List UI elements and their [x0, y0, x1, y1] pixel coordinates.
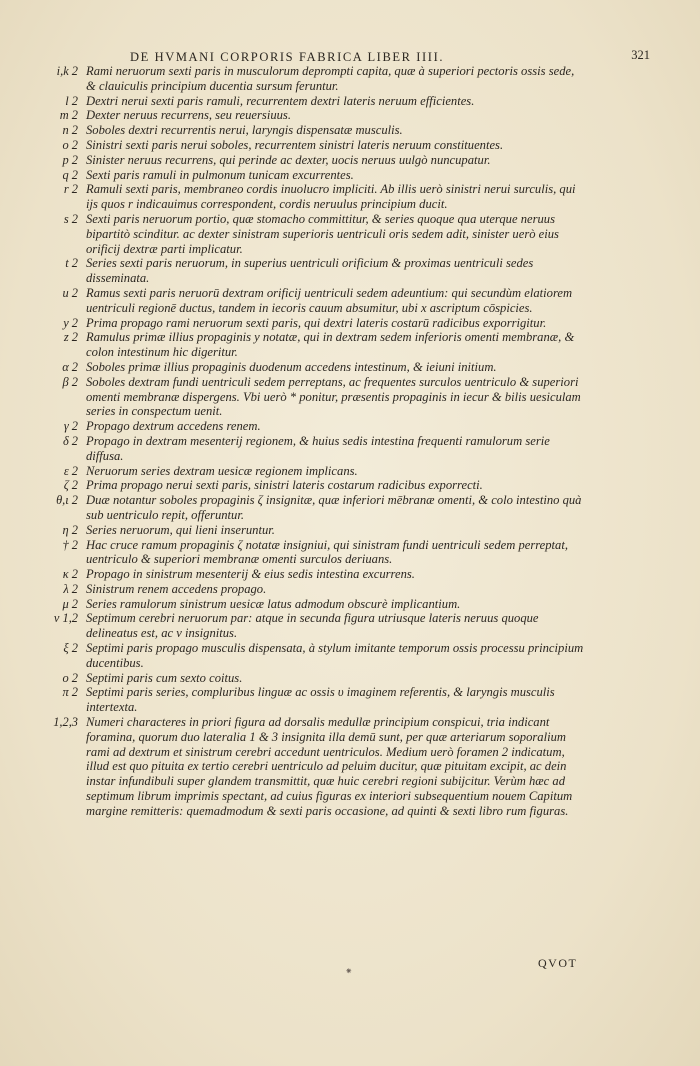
legend-text: Propago in dextram mesenterij regionem, & huius sedis intestina frequenti ramulorum serie diffusa. [86, 433, 550, 463]
legend-text: Neruorum series dextram uesicæ regionem implicans. [86, 463, 358, 478]
legend-key: o 2 [62, 137, 78, 152]
legend-entry [62, 285, 586, 316]
legend-key: η 2 [62, 522, 78, 537]
legend-key: ε 2 [63, 463, 78, 478]
legend-text: Septimum cerebri neruorum par: atque in secunda figura utriusque lateris neruus quoque delineatus est, ac ν insignitus. [86, 611, 539, 641]
legend-entry [62, 123, 586, 138]
running-head: DE HVMANI CORPORIS FABRICA LIBER IIII. [130, 50, 445, 64]
legend-key: λ 2 [63, 581, 78, 596]
legend-entry [62, 567, 586, 582]
legend-entry [62, 670, 586, 686]
legend-text: Series ramulorum sinistrum uesicæ latus admodum obscurè implicantium. [86, 596, 461, 611]
legend-text: Duæ notantur soboles propaginis ζ insignitæ, quæ inferiori mēbranæ omenti, & colo intestino quà sub uentriculo repit, offeruntur. [86, 493, 582, 522]
legend-entry [63, 581, 586, 597]
legend-key: π 2 [62, 685, 78, 700]
page-number: 321 [631, 48, 650, 62]
legend-text: Numeri characteres in priori figura ad dorsalis medullæ principium conspicui, tria indicant foramina, quorum duo lateralia 1 & 3 insignita illa demū sunt, per quæ arteriarum soporalium rami ad dextrum et sinistrum cerebri accedunt uentriculos. Medium uerò foramen 2 indicatum, illud est quo pituita ex tertio cerebri uentriculo ad peluim ducitur, quæ pituitam excipit, ac dein instar infundibuli super glandem transmittit, quæ huic cerebri regioni subijcitur. Verùm hæc ad septimum librum imprimis spectant, ad cuius figuras ex interiori subsequentium nouem Capitum margine remitteris: quemadmodum & sexti paris occasione, ad quinti & sexti libro rum figuras. [86, 715, 573, 818]
catchword: QVOT [538, 956, 578, 970]
legend-entry [62, 359, 586, 375]
legend-text: Ramuli sexti paris, membraneo cordis inuolucro impliciti. Ab illis uerò sinistri nerui surculis, qui ijs quos r indicauimus correspondent, cordis neruulus principium ducit. [86, 182, 576, 212]
legend-entry [62, 433, 586, 464]
legend-entry [62, 522, 586, 538]
legend-key: y 2 [63, 315, 78, 330]
legend-entry [53, 611, 586, 641]
legend-entry [65, 93, 586, 109]
figure-legend-list [0, 64, 700, 819]
legend-text: Hac cruce ramum propaginis ζ notatæ insigniui, qui sinistram fundi uentriculi sedem perreptat, uentriculo & superiori membranæ omenti surculos deriuans. [86, 537, 569, 567]
legend-entry [53, 715, 586, 819]
legend-key: ξ 2 [63, 641, 78, 656]
legend-entry [62, 596, 586, 612]
legend-key: n 2 [62, 123, 78, 138]
legend-key: l 2 [65, 93, 78, 108]
legend-text: Sinister neruus recurrens, qui perinde ac dexter, uocis neruus uulgò nuncupatur. [86, 152, 491, 167]
legend-text: Dexter neruus recurrens, seu reuersiuus. [86, 108, 291, 123]
legend-entry [63, 641, 586, 671]
legend-key: θ,ι 2 [56, 493, 78, 508]
legend-text: Sexti paris ramuli in pulmonum tunicam excurrentes. [86, 167, 354, 182]
legend-entry [56, 493, 586, 523]
legend-text: Propago dextrum accedens renem. [86, 419, 261, 434]
legend-entry [59, 108, 586, 123]
legend-key: z 2 [63, 330, 78, 345]
legend-key: 1,2,3 [53, 715, 78, 730]
legend-key: ο 2 [62, 670, 78, 685]
legend-entry [63, 478, 586, 493]
legend-text: Rami neruorum sexti paris in musculorum deprompti capita, quæ à superiori pectoris ossis sede, & clauiculis principium ducentia sursum feruntur. [86, 64, 575, 93]
legend-text: Septimi paris cum sexto coitus. [86, 670, 243, 685]
legend-key: γ 2 [63, 419, 78, 434]
legend-text: Prima propago nerui sexti paris, sinistri lateris costarum radicibus exporrecti. [86, 478, 483, 493]
legend-key: s 2 [63, 211, 78, 226]
legend-key: t 2 [65, 256, 78, 271]
legend-text: Septimi paris series, compluribus linguæ ac ossis υ imaginem referentis, & laryngis musculis intertexta. [86, 685, 555, 715]
legend-entry [62, 374, 586, 419]
legend-key: ν 1,2 [53, 611, 78, 626]
legend-text: Soboles primæ illius propaginis duodenum accedens intestinum, & ieiuni initium. [86, 359, 497, 374]
legend-entry [56, 64, 586, 94]
legend-entry [63, 315, 586, 331]
legend-text: Sinistrum renem accedens propago. [86, 581, 267, 596]
legend-key: p 2 [62, 152, 78, 167]
legend-text: Prima propago rami neruorum sexti paris, qui dextri lateris costarū radicibus exporrigitur. [86, 315, 547, 330]
legend-key: q 2 [62, 167, 78, 182]
legend-key: i,k 2 [56, 64, 78, 78]
legend-key: μ 2 [62, 596, 78, 611]
legend-text: Ramus sexti paris neruorū dextram orificij uentriculi sedem adeuntium: qui secundùm elatiorem uentriculi regionē ductus, tandem in iecoris cauum absumitur, ubi x ascriptum cōspicies. [86, 285, 573, 315]
legend-key: r 2 [63, 182, 78, 197]
legend-entry [62, 537, 586, 568]
legend-entry [62, 685, 586, 715]
legend-text: Sinistri sexti paris nerui soboles, recurrentem sinistri lateris neruum constituentes. [86, 137, 504, 152]
legend-text: Soboles dextri recurrentis nerui, laryngis dispensatæ musculis. [86, 123, 403, 138]
legend-text: Septimi paris propago musculis dispensata, à stylum imitante temporum ossis processu principium ducentibus. [86, 641, 584, 670]
legend-entry [63, 419, 586, 434]
legend-entry [62, 152, 586, 168]
legend-text: Series neruorum, qui lieni inseruntur. [86, 522, 275, 537]
legend-key: α 2 [62, 359, 78, 374]
legend-entry [63, 330, 586, 360]
legend-entry [63, 211, 586, 256]
legend-text: Sexti paris neruorum portio, quæ stomacho committitur, & series quoque qua uterque neruus bipartitò scinditur. ac dexter sinistram superioris uentriculi oris sedem adit, sinister uerò eius orificij dextræ parti implicatur. [86, 211, 559, 256]
legend-key: † 2 [62, 537, 78, 552]
legend-entry [63, 182, 586, 212]
legend-key: δ 2 [62, 433, 78, 448]
legend-entry [63, 463, 586, 479]
legend-text: Ramulus primæ illius propaginis y notatæ, qui in dextram sedem inferioris omenti membranæ, & colon intestinum hic digeritur. [86, 330, 575, 360]
legend-entry [65, 256, 586, 286]
legend-entry [62, 137, 586, 153]
legend-key: ζ 2 [63, 478, 78, 493]
legend-key: m 2 [59, 108, 78, 123]
legend-key: u 2 [62, 285, 78, 300]
legend-key: β 2 [62, 374, 78, 389]
ornament: ⁕ [345, 966, 353, 976]
legend-text: Dextri nerui sexti paris ramuli, recurrentem dextri lateris neruum efficientes. [86, 93, 475, 108]
legend-key: κ 2 [62, 567, 78, 582]
legend-entry [62, 167, 586, 183]
legend-text: Propago in sinistrum mesenterij & eius sedis intestina excurrens. [86, 567, 415, 582]
legend-text: Series sexti paris neruorum, in superius uentriculi orificium & proximas uentriculi sedes disseminata. [86, 256, 534, 286]
legend-text: Soboles dextram fundi uentriculi sedem perreptans, ac frequentes surculos uentriculo & superiori omenti membranæ dispergens. Vbi uerò * ponitur, præsentis propaginis in iecur & bilis uesiculam series in conspectum uenit. [86, 374, 581, 419]
